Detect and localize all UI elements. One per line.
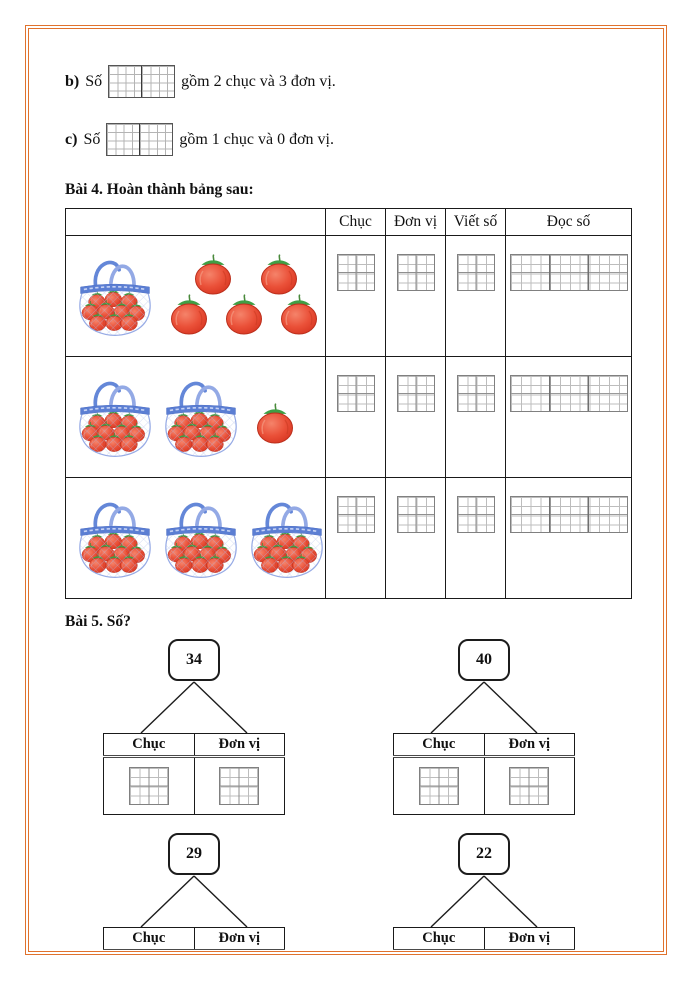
loose-tomato-group xyxy=(252,403,298,445)
tomato-bag-image xyxy=(74,494,156,582)
answer-gridbox xyxy=(457,375,495,412)
fill-prefix-b: Số xyxy=(85,72,103,90)
item-label-b: b) xyxy=(65,72,80,90)
tomato-image xyxy=(221,294,267,336)
donvi-answer-cell xyxy=(386,478,446,599)
donvi-answer-cell xyxy=(484,757,575,815)
diagram-answer-row xyxy=(394,951,575,953)
number-decomposition-diagram xyxy=(103,639,285,815)
number-box: 40 xyxy=(458,639,510,681)
bag-group xyxy=(74,494,328,582)
connector-lines xyxy=(393,875,575,927)
tomato-image-group xyxy=(74,367,321,467)
tomato-bag-image xyxy=(160,373,242,461)
tomato-image xyxy=(256,254,302,296)
bag-group xyxy=(74,373,242,461)
tomato-image xyxy=(166,294,212,336)
donvi-answer-cell xyxy=(194,757,285,815)
item-label-c: c) xyxy=(65,130,78,148)
column-header-donvi: Đơn vị xyxy=(194,734,285,757)
exercise5-diagrams xyxy=(65,631,663,952)
header-cell-empty xyxy=(66,209,326,236)
tomato-image-cell xyxy=(66,357,326,478)
diagram-answer-row xyxy=(104,951,285,953)
donvi-answer-cell xyxy=(386,357,446,478)
diagram-header-row xyxy=(104,928,285,951)
connector-lines xyxy=(103,681,285,733)
number-decomposition-diagram xyxy=(393,639,575,815)
answer-gridbox xyxy=(457,496,495,533)
chuc-answer-cell xyxy=(394,757,485,815)
tomato-image-cell xyxy=(66,478,326,599)
exercise5-title: Bài 5. Số? xyxy=(65,613,131,630)
tomato-image-group xyxy=(74,488,321,588)
number-box: 34 xyxy=(168,639,220,681)
answer-gridbox xyxy=(457,254,495,291)
exercise4-title: Bài 4. Hoàn thành bảng sau: xyxy=(65,181,254,198)
worksheet-page xyxy=(28,28,664,952)
answer-gridbox-wide xyxy=(510,254,628,291)
tomato-bag-image xyxy=(246,494,328,582)
chuc-donvi-table xyxy=(393,927,575,952)
diagram-header-row xyxy=(104,734,285,757)
vietso-answer-cell xyxy=(446,357,506,478)
chuc-answer-cell xyxy=(326,357,386,478)
column-header-docso: Đọc số xyxy=(506,209,632,236)
answer-gridbox-wide xyxy=(510,375,628,412)
donvi-answer-cell xyxy=(194,951,285,953)
tomato-image xyxy=(190,254,236,296)
diagram-header-row xyxy=(394,734,575,757)
column-header-chuc: Chục xyxy=(326,209,386,236)
number-decomposition-diagram xyxy=(103,833,285,952)
number-box: 22 xyxy=(458,833,510,875)
diagram-answer-row xyxy=(104,757,285,815)
answer-gridbox xyxy=(219,767,259,805)
chuc-answer-cell xyxy=(104,757,195,815)
worksheet-content xyxy=(29,29,663,952)
number-decomposition-diagram xyxy=(393,833,575,952)
docso-answer-cell xyxy=(506,357,632,478)
bag-group xyxy=(74,252,156,340)
chuc-donvi-table xyxy=(103,927,285,952)
table-row xyxy=(66,478,632,599)
table-row xyxy=(66,236,632,357)
tomato-bag-image xyxy=(74,373,156,461)
answer-gridbox xyxy=(337,375,375,412)
tomato-bag-image xyxy=(74,252,156,340)
number-box: 29 xyxy=(168,833,220,875)
diagram-answer-row xyxy=(394,757,575,815)
tomato-image xyxy=(276,294,322,336)
fill-line-b xyxy=(65,65,663,98)
table-row xyxy=(66,357,632,478)
tomato-image-group xyxy=(74,246,321,346)
fill-line-c xyxy=(65,123,663,156)
column-header-vietso: Viết số xyxy=(446,209,506,236)
answer-gridbox xyxy=(509,767,549,805)
column-header-donvi: Đơn vị xyxy=(484,928,575,951)
answer-gridbox xyxy=(397,375,435,412)
chuc-answer-cell xyxy=(104,951,195,953)
exercise4-header-row xyxy=(66,209,632,236)
column-header-chuc: Chục xyxy=(104,928,195,951)
donvi-answer-cell xyxy=(484,951,575,953)
answer-gridbox xyxy=(129,767,169,805)
chuc-answer-cell xyxy=(326,478,386,599)
chuc-answer-cell xyxy=(394,951,485,953)
column-header-chuc: Chục xyxy=(394,928,485,951)
donvi-answer-cell xyxy=(386,236,446,357)
column-header-chuc: Chục xyxy=(104,734,195,757)
fill-suffix-b: gồm 2 chục và 3 đơn vị. xyxy=(181,72,336,90)
connector-lines xyxy=(393,681,575,733)
chuc-donvi-table xyxy=(103,733,285,815)
chuc-donvi-table xyxy=(393,733,575,815)
chuc-answer-cell xyxy=(326,236,386,357)
loose-tomato-group xyxy=(166,254,321,338)
column-header-donvi: Đơn vị xyxy=(484,734,575,757)
column-header-chuc: Chục xyxy=(394,734,485,757)
column-header-donvi: Đơn vị xyxy=(386,209,446,236)
answer-gridbox-b xyxy=(108,65,175,98)
answer-gridbox xyxy=(337,496,375,533)
answer-gridbox-wide xyxy=(510,496,628,533)
fill-prefix-c: Số xyxy=(83,130,101,148)
tomato-bag-image xyxy=(160,494,242,582)
vietso-answer-cell xyxy=(446,478,506,599)
exercise4-table xyxy=(65,208,632,599)
answer-gridbox xyxy=(337,254,375,291)
answer-gridbox xyxy=(419,767,459,805)
docso-answer-cell xyxy=(506,478,632,599)
diagram-header-row xyxy=(394,928,575,951)
exercise4-table-body xyxy=(66,236,632,599)
answer-gridbox xyxy=(397,496,435,533)
answer-gridbox xyxy=(397,254,435,291)
vietso-answer-cell xyxy=(446,236,506,357)
tomato-image xyxy=(252,403,298,445)
tomato-image-cell xyxy=(66,236,326,357)
docso-answer-cell xyxy=(506,236,632,357)
answer-gridbox-c xyxy=(106,123,173,156)
connector-lines xyxy=(103,875,285,927)
fill-suffix-c: gồm 1 chục và 0 đơn vị. xyxy=(179,130,334,148)
column-header-donvi: Đơn vị xyxy=(194,928,285,951)
